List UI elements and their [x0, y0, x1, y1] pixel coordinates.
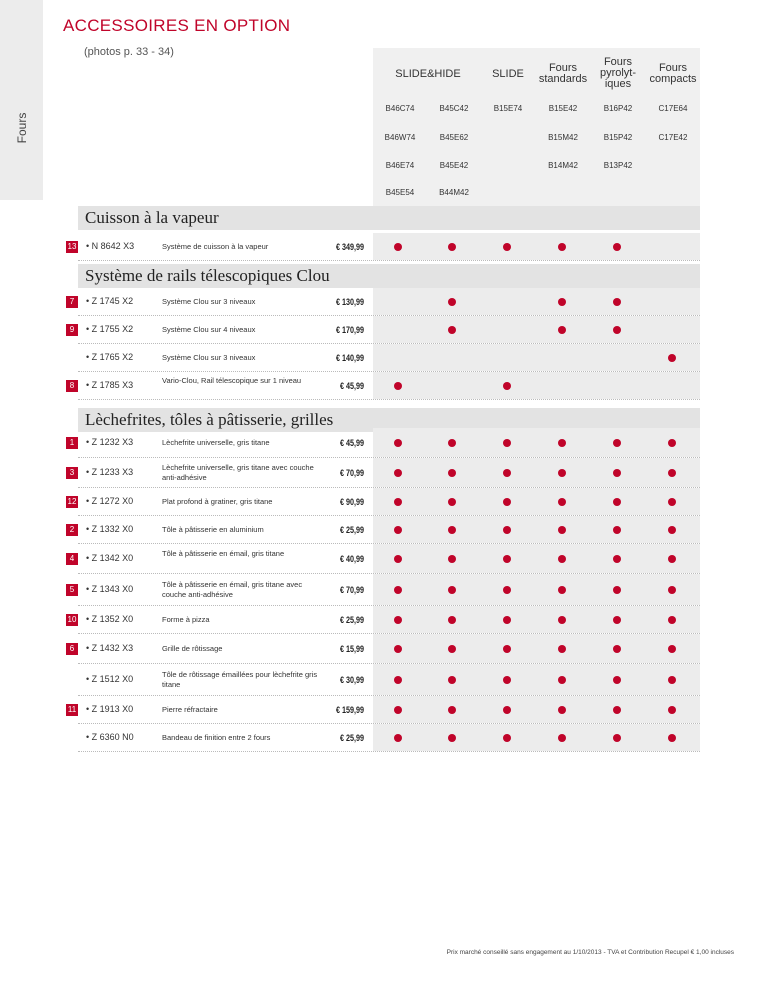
availability-dot — [394, 439, 402, 447]
photo-number-badge: 4 — [66, 553, 78, 565]
availability-dot — [668, 469, 676, 477]
column-header-compacts: Fours compacts — [649, 62, 697, 85]
product-description: Tôle à pâtisserie en aluminium — [162, 525, 264, 534]
availability-cell-bg — [373, 428, 700, 457]
availability-dot — [503, 469, 511, 477]
model-code: C17E64 — [658, 104, 688, 113]
photo-number-badge: 8 — [66, 380, 78, 392]
availability-dot — [394, 645, 402, 653]
availability-dot — [503, 382, 511, 390]
availability-dot — [558, 645, 566, 653]
availability-dot — [448, 586, 456, 594]
availability-cell-bg — [373, 316, 700, 343]
photo-number-badge: 11 — [67, 705, 77, 714]
availability-dot — [558, 439, 566, 447]
availability-cell-bg — [373, 696, 700, 723]
availability-dot — [503, 526, 511, 534]
availability-cell-bg — [373, 233, 700, 260]
availability-dot — [394, 676, 402, 684]
availability-dot — [448, 526, 456, 534]
availability-dot — [668, 645, 676, 653]
photo-number-badge: 13 — [67, 242, 77, 251]
side-tab-label: Fours — [15, 112, 29, 144]
product-description: Système Clou sur 3 niveaux — [162, 297, 256, 306]
model-code: B45E62 — [439, 133, 469, 142]
availability-dot — [448, 498, 456, 506]
availability-dot — [503, 498, 511, 506]
model-code: B46C74 — [385, 104, 415, 113]
availability-dot — [613, 298, 621, 306]
product-description: Vario-Clou, Rail télescopique sur 1 niveau — [162, 376, 302, 385]
row-divider — [78, 751, 700, 752]
availability-dot — [613, 526, 621, 534]
product-description: Lèchefrite universelle, gris titane — [162, 438, 270, 447]
availability-cell-bg — [373, 634, 700, 663]
availability-dot — [503, 676, 511, 684]
availability-dot — [448, 326, 456, 334]
availability-dot — [558, 326, 566, 334]
availability-dot — [394, 498, 402, 506]
column-header-pyrolytiques: Fours pyrolyt-iques — [599, 56, 637, 90]
availability-dot — [448, 706, 456, 714]
model-code: B15M42 — [548, 133, 578, 142]
availability-dot — [613, 243, 621, 251]
availability-dot — [558, 498, 566, 506]
availability-dot — [394, 734, 402, 742]
photo-number-badge: 7 — [66, 296, 78, 308]
availability-dot — [448, 298, 456, 306]
product-reference: • Z 1233 X3 — [86, 467, 134, 477]
product-reference: • Z 6360 N0 — [86, 732, 134, 742]
product-description: Lèchefrite universelle, gris titane avec couche anti-adhésive — [162, 463, 314, 482]
product-reference: • Z 1785 X3 — [86, 380, 134, 390]
availability-dot — [394, 243, 402, 251]
availability-dot — [503, 616, 511, 624]
availability-dot — [613, 469, 621, 477]
availability-dot — [558, 555, 566, 563]
photo-number-badge: 12 — [67, 497, 77, 506]
model-code: B44M42 — [439, 188, 469, 197]
availability-dot — [448, 555, 456, 563]
availability-dot — [394, 469, 402, 477]
model-code: B46W74 — [384, 133, 416, 142]
product-price: € 170,99 — [335, 325, 364, 335]
model-code: B13P42 — [603, 161, 633, 170]
product-description: Système de cuisson à la vapeur — [162, 242, 269, 251]
product-description: Tôle à pâtisserie en émail, gris titane — [162, 549, 285, 558]
availability-cell-bg — [373, 544, 700, 573]
price-footnote: Prix marché conseillé sans engagement au 1/10/2013 - TVA et Contribution Recupel € 1,00 incluses — [446, 949, 734, 956]
availability-dot — [503, 706, 511, 714]
row-divider — [78, 260, 700, 261]
product-reference: • Z 1913 X0 — [86, 704, 134, 714]
availability-cell-bg — [373, 724, 700, 751]
availability-dot — [668, 555, 676, 563]
availability-dot — [668, 676, 676, 684]
product-reference: • Z 1352 X0 — [86, 614, 134, 624]
availability-dot — [613, 326, 621, 334]
column-header-slide-hide: SLIDE&HIDE — [395, 68, 461, 80]
availability-dot — [503, 734, 511, 742]
availability-dot — [503, 439, 511, 447]
product-price: € 45,99 — [339, 381, 364, 391]
photos-reference: (photos p. 33 - 34) — [84, 46, 174, 58]
availability-dot — [668, 706, 676, 714]
photo-number-badge: 1 — [66, 437, 78, 449]
photo-number-badge: 2 — [66, 524, 78, 536]
availability-dot — [503, 243, 511, 251]
product-description: Pierre réfractaire — [162, 705, 218, 714]
availability-dot — [613, 439, 621, 447]
model-code: B15P42 — [603, 133, 633, 142]
column-header-standards: Fours standards — [538, 62, 588, 85]
availability-dot — [613, 616, 621, 624]
availability-dot — [448, 616, 456, 624]
product-description: Grille de rôtissage — [162, 644, 223, 653]
availability-cell-bg — [373, 606, 700, 633]
availability-dot — [558, 616, 566, 624]
availability-cell-bg — [373, 574, 700, 605]
availability-dot — [394, 706, 402, 714]
availability-dot — [448, 676, 456, 684]
model-code: B46E74 — [385, 161, 415, 170]
product-description: Système Clou sur 3 niveaux — [162, 353, 256, 362]
availability-cell-bg — [373, 288, 700, 315]
availability-dot — [558, 676, 566, 684]
product-description: Tôle de rôtissage émaillées pour lèchefrite gris titane — [162, 670, 318, 689]
product-reference: • N 8642 X3 — [86, 241, 135, 251]
availability-dot — [503, 645, 511, 653]
photo-number-badge: 10 — [67, 615, 77, 624]
availability-dot — [448, 734, 456, 742]
column-header-slide: SLIDE — [492, 68, 524, 80]
photo-number-badge: 5 — [66, 584, 78, 596]
product-price: € 45,99 — [339, 438, 364, 448]
product-reference: • Z 1232 X3 — [86, 437, 134, 447]
availability-dot — [613, 555, 621, 563]
availability-dot — [394, 526, 402, 534]
availability-cell-bg — [373, 664, 700, 695]
availability-dot — [558, 586, 566, 594]
product-reference: • Z 1512 X0 — [86, 674, 134, 684]
page-title: ACCESSOIRES EN OPTION — [63, 16, 291, 35]
model-code: B45C42 — [439, 104, 469, 113]
availability-dot — [394, 555, 402, 563]
section-title: Cuisson à la vapeur — [85, 208, 219, 227]
availability-dot — [558, 469, 566, 477]
availability-cell-bg — [373, 372, 700, 399]
availability-dot — [394, 382, 402, 390]
product-price: € 90,99 — [339, 497, 364, 507]
product-reference: • Z 1332 X0 — [86, 524, 134, 534]
product-price: € 25,99 — [339, 525, 364, 535]
model-code: B16P42 — [603, 104, 633, 113]
row-divider — [78, 399, 700, 400]
product-description: Bandeau de finition entre 2 fours — [162, 733, 271, 742]
product-reference: • Z 1745 X2 — [86, 296, 134, 306]
section-title: Lèchefrites, tôles à pâtisserie, grilles — [85, 410, 334, 429]
section-title: Système de rails télescopiques Clou — [85, 266, 330, 285]
product-description: Plat profond à gratiner, gris titane — [162, 497, 273, 506]
product-description: Système Clou sur 4 niveaux — [162, 325, 256, 334]
availability-dot — [613, 498, 621, 506]
availability-dot — [448, 645, 456, 653]
model-code: B45E54 — [385, 188, 415, 197]
model-code: B14M42 — [548, 161, 578, 170]
photo-number-badge: 9 — [66, 324, 78, 336]
product-price: € 30,99 — [339, 675, 364, 685]
product-description: Forme à pizza — [162, 615, 210, 624]
product-price: € 25,99 — [339, 615, 364, 625]
product-price: € 159,99 — [335, 705, 364, 715]
model-code: B15E42 — [548, 104, 578, 113]
model-code: B45E42 — [439, 161, 469, 170]
product-price: € 140,99 — [335, 353, 364, 363]
product-price: € 70,99 — [339, 468, 364, 478]
model-code: B15E74 — [493, 104, 523, 113]
product-reference: • Z 1272 X0 — [86, 496, 134, 506]
photo-number-badge: 3 — [66, 467, 78, 479]
availability-cell-bg — [373, 458, 700, 487]
side-tab — [0, 0, 43, 200]
product-price: € 349,99 — [335, 242, 364, 252]
availability-dot — [668, 616, 676, 624]
availability-dot — [558, 526, 566, 534]
availability-dot — [613, 734, 621, 742]
availability-dot — [668, 439, 676, 447]
availability-dot — [558, 706, 566, 714]
product-price: € 70,99 — [339, 585, 364, 595]
product-price: € 130,99 — [335, 297, 364, 307]
availability-dot — [448, 243, 456, 251]
product-reference: • Z 1342 X0 — [86, 553, 134, 563]
product-price: € 40,99 — [339, 554, 364, 564]
availability-dot — [668, 526, 676, 534]
availability-dot — [668, 498, 676, 506]
availability-dot — [558, 298, 566, 306]
availability-dot — [613, 676, 621, 684]
availability-dot — [613, 645, 621, 653]
product-reference: • Z 1343 X0 — [86, 584, 134, 594]
availability-dot — [668, 734, 676, 742]
availability-dot — [448, 469, 456, 477]
availability-dot — [448, 439, 456, 447]
photo-number-badge: 6 — [66, 643, 78, 655]
availability-dot — [394, 586, 402, 594]
availability-cell-bg — [373, 516, 700, 543]
model-code: C17E42 — [658, 133, 688, 142]
product-description: Tôle à pâtisserie en émail, gris titane avec couche anti-adhésive — [162, 580, 303, 599]
availability-dot — [668, 354, 676, 362]
availability-cell-bg — [373, 488, 700, 515]
availability-dot — [394, 616, 402, 624]
availability-dot — [558, 243, 566, 251]
product-reference: • Z 1765 X2 — [86, 352, 134, 362]
availability-dot — [668, 586, 676, 594]
product-reference: • Z 1755 X2 — [86, 324, 134, 334]
availability-dot — [613, 586, 621, 594]
availability-dot — [558, 734, 566, 742]
product-reference: • Z 1432 X3 — [86, 643, 134, 653]
availability-dot — [613, 706, 621, 714]
product-price: € 25,99 — [339, 733, 364, 743]
availability-dot — [503, 586, 511, 594]
availability-dot — [503, 555, 511, 563]
availability-cell-bg — [373, 344, 700, 371]
product-price: € 15,99 — [339, 644, 364, 654]
